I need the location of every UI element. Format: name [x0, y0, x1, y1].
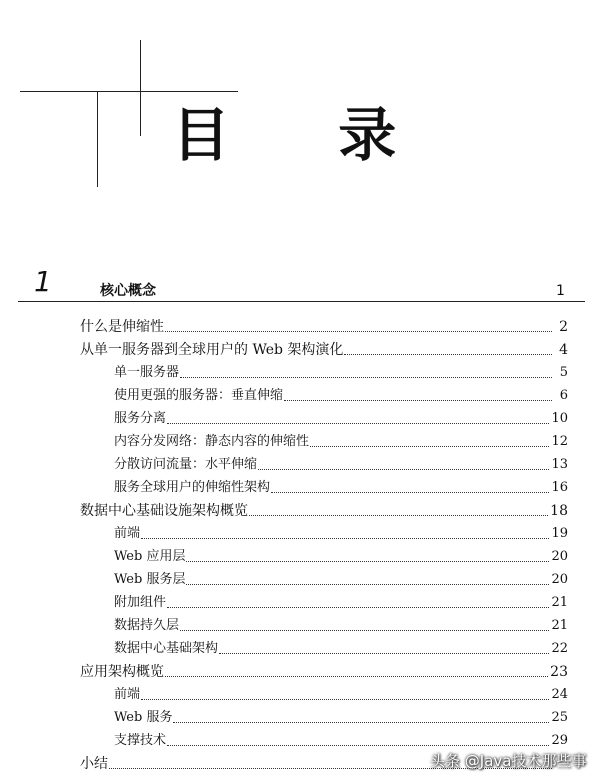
toc-entry[interactable]	[114, 708, 568, 728]
toc-entry-page: 13	[551, 457, 568, 472]
toc-entry-title: 使用更强的服务器：垂直伸缩	[114, 388, 284, 403]
toc-dot-leader	[310, 446, 549, 447]
toc-entry-page: 21	[551, 618, 568, 633]
toc-entry[interactable]	[114, 639, 568, 659]
toc-entry-page: 4	[559, 342, 568, 358]
chapter-page: 1	[556, 283, 565, 299]
toc-entry-page: 5	[559, 365, 568, 380]
toc-dot-leader	[186, 561, 549, 562]
toc-entry[interactable]	[114, 432, 568, 452]
toc-entry-page: 12	[551, 434, 568, 449]
toc-entry[interactable]	[114, 409, 568, 429]
toc-entry-title: 从单一服务器到全球用户的 Web 架构演化	[80, 342, 344, 358]
toc-entry[interactable]	[80, 317, 568, 337]
toc-entry-page: 22	[551, 641, 568, 656]
toc-entry-title: 前端	[114, 687, 141, 702]
toc-dot-leader	[284, 400, 552, 401]
toc-entry-title: Web 服务	[114, 710, 173, 725]
toc-entry-title: 小结	[80, 756, 108, 772]
toc-entry-page: 23	[550, 664, 568, 680]
toc-entry-title: 分散访问流量：水平伸缩	[114, 457, 258, 472]
toc-dot-leader	[186, 584, 549, 585]
toc-entry-page: 18	[550, 503, 568, 519]
toc-entry-page: 10	[551, 411, 568, 426]
watermark: 头条 @Java技术那些事	[430, 752, 587, 770]
toc-entry[interactable]	[114, 547, 568, 567]
toc-entry-page: 20	[551, 549, 568, 564]
toc-entry-title: 内容分发网络：静态内容的伸缩性	[114, 434, 310, 449]
toc-entry-page: 19	[551, 526, 568, 541]
toc-entry-title: 数据持久层	[114, 618, 180, 633]
toc-entry[interactable]	[80, 340, 568, 360]
toc-entry-page: 6	[559, 388, 568, 403]
toc-dot-leader	[141, 699, 549, 700]
toc-dot-leader	[180, 377, 552, 378]
decor-rule-horizontal	[20, 91, 238, 92]
toc-entry[interactable]	[114, 524, 568, 544]
toc-entry-title: Web 服务层	[114, 572, 186, 587]
toc-dot-leader	[271, 492, 549, 493]
toc-entry[interactable]	[80, 501, 568, 521]
chapter-number: 1	[34, 265, 52, 298]
toc-entry-title: 服务分离	[114, 411, 167, 426]
toc-dot-leader	[219, 653, 549, 654]
page-title: 目 录	[172, 101, 441, 169]
toc-entry-page: 20	[551, 572, 568, 587]
toc-entry-title: 服务全球用户的伸缩性架构	[114, 480, 271, 495]
toc-entry-title: 数据中心基础设施架构概览	[80, 503, 248, 519]
toc-dot-leader	[167, 423, 549, 424]
decor-rule-vertical-right	[140, 40, 141, 136]
toc-dot-leader	[167, 745, 549, 746]
toc-dot-leader	[344, 354, 552, 355]
toc-entry-page: 16	[551, 480, 568, 495]
toc-entry-title: 前端	[114, 526, 141, 541]
toc-entry[interactable]	[114, 685, 568, 705]
decor-rule-vertical-left	[97, 91, 98, 187]
toc-entry[interactable]	[114, 731, 568, 751]
toc-dot-leader	[165, 676, 548, 677]
toc-entry[interactable]	[114, 455, 568, 475]
toc-entry[interactable]	[114, 616, 568, 636]
toc-entry-page: 24	[551, 687, 568, 702]
toc-dot-leader	[249, 515, 548, 516]
toc-entry-title: 数据中心基础架构	[114, 641, 219, 656]
toc-dot-leader	[258, 469, 549, 470]
toc-dot-leader	[180, 630, 549, 631]
toc-dot-leader	[167, 607, 549, 608]
toc-dot-leader	[165, 331, 552, 332]
toc-entry[interactable]	[114, 363, 568, 383]
toc-entry-title: 什么是伸缩性	[80, 319, 164, 335]
toc-entry-title: 附加组件	[114, 595, 167, 610]
toc-entry[interactable]	[114, 386, 568, 406]
chapter-title: 核心概念	[100, 283, 156, 299]
toc-entry-page: 29	[551, 733, 568, 748]
toc-dot-leader	[173, 722, 549, 723]
toc-entry[interactable]	[80, 662, 568, 682]
toc-entry-title: 单一服务器	[114, 365, 180, 380]
toc-entry-page: 21	[551, 595, 568, 610]
chapter-divider	[18, 301, 585, 302]
toc-entry-title: Web 应用层	[114, 549, 186, 564]
toc-entry-title: 应用架构概览	[80, 664, 164, 680]
toc-entry-title: 支撑技术	[114, 733, 167, 748]
toc-entry-page: 25	[551, 710, 568, 725]
toc-entry-page: 2	[559, 319, 568, 335]
toc-entry[interactable]	[114, 478, 568, 498]
toc-dot-leader	[141, 538, 549, 539]
toc-entry[interactable]	[114, 593, 568, 613]
toc-entry[interactable]	[114, 570, 568, 590]
